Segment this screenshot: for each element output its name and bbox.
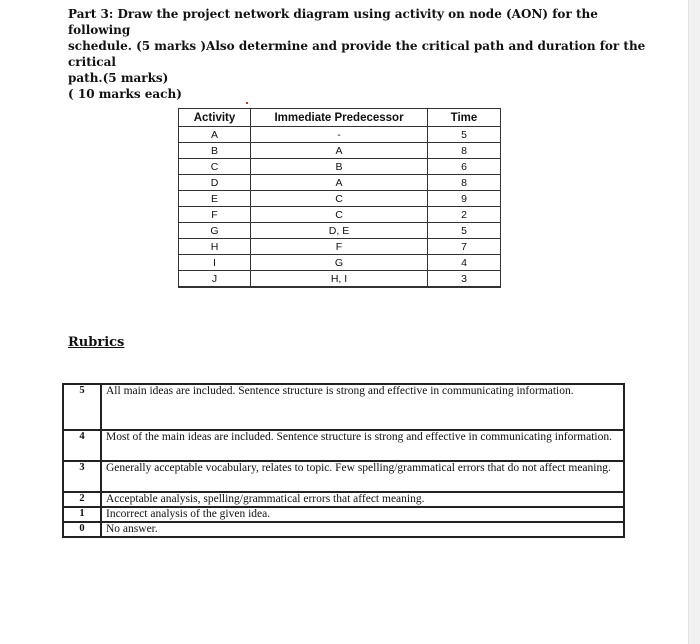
- activity-cell: B: [179, 143, 251, 159]
- predecessor-cell: D, E: [251, 223, 428, 239]
- time-cell: 8: [428, 143, 501, 159]
- red-mark: [246, 102, 248, 104]
- question-line-3: path.(5 marks): [68, 71, 169, 85]
- rubric-row: [63, 507, 624, 522]
- predecessor-cell: A: [251, 143, 428, 159]
- predecessor-cell: G: [251, 255, 428, 271]
- time-cell: 8: [428, 175, 501, 191]
- question-line-1: Part 3: Draw the project network diagram using activity on node (AON) for the following: [68, 7, 598, 37]
- time-cell: 4: [428, 255, 501, 271]
- rubric-row: [63, 461, 624, 492]
- table-row: [179, 207, 501, 223]
- activity-cell: C: [179, 159, 251, 175]
- predecessor-cell: -: [251, 127, 428, 143]
- predecessor-cell: C: [251, 191, 428, 207]
- page-edge: [688, 0, 700, 644]
- table-row: [179, 143, 501, 159]
- table-row: [179, 223, 501, 239]
- predecessor-cell: C: [251, 207, 428, 223]
- activity-cell: A: [179, 127, 251, 143]
- rubric-score: 3: [63, 461, 101, 492]
- rubric-row: [63, 492, 624, 507]
- time-cell: 7: [428, 239, 501, 255]
- predecessor-cell: A: [251, 175, 428, 191]
- question-line-4: ( 10 marks each): [68, 87, 182, 101]
- table-row: [179, 239, 501, 255]
- rubric-description: Generally acceptable vocabulary, relates to topic. Few spelling/grammatical errors that do not affect meaning.: [101, 461, 624, 492]
- rubric-score: 5: [63, 384, 101, 430]
- table-row: [179, 191, 501, 207]
- rubric-score: 2: [63, 492, 101, 507]
- rubric-description: All main ideas are included. Sentence structure is strong and effective in communicating information.: [101, 384, 624, 430]
- rubric-score: 1: [63, 507, 101, 522]
- rubric-row: [63, 384, 624, 430]
- time-cell: 5: [428, 127, 501, 143]
- predecessor-cell: H, I: [251, 271, 428, 288]
- table-row: [179, 255, 501, 271]
- question-text: [68, 6, 646, 102]
- rubric-description: Acceptable analysis, spelling/grammatical errors that affect meaning.: [101, 492, 624, 507]
- header-activity: Activity: [179, 109, 251, 127]
- activity-cell: D: [179, 175, 251, 191]
- schedule-table: [178, 108, 501, 288]
- rubric-description: Most of the main ideas are included. Sentence structure is strong and effective in communicating information.: [101, 430, 624, 461]
- header-predecessor: Immediate Predecessor: [251, 109, 428, 127]
- rubrics-table: [62, 383, 625, 538]
- rubrics-heading: Rubrics: [68, 335, 125, 350]
- rubric-row: [63, 430, 624, 461]
- time-cell: 9: [428, 191, 501, 207]
- time-cell: 5: [428, 223, 501, 239]
- rubric-description: Incorrect analysis of the given idea.: [101, 507, 624, 522]
- predecessor-cell: B: [251, 159, 428, 175]
- table-row: [179, 271, 501, 288]
- table-row: [179, 159, 501, 175]
- table-row: [179, 127, 501, 143]
- time-cell: 6: [428, 159, 501, 175]
- rubric-score: 0: [63, 522, 101, 537]
- activity-cell: J: [179, 271, 251, 288]
- predecessor-cell: F: [251, 239, 428, 255]
- table-row: [179, 175, 501, 191]
- activity-cell: E: [179, 191, 251, 207]
- rubric-row: [63, 522, 624, 537]
- activity-cell: G: [179, 223, 251, 239]
- time-cell: 3: [428, 271, 501, 288]
- rubric-score: 4: [63, 430, 101, 461]
- schedule-header-row: [179, 109, 501, 127]
- activity-cell: I: [179, 255, 251, 271]
- rubric-description: No answer.: [101, 522, 624, 537]
- time-cell: 2: [428, 207, 501, 223]
- activity-cell: H: [179, 239, 251, 255]
- header-time: Time: [428, 109, 501, 127]
- activity-cell: F: [179, 207, 251, 223]
- question-line-2: schedule. (5 marks )Also determine and provide the critical path and duration for the critical: [68, 39, 646, 69]
